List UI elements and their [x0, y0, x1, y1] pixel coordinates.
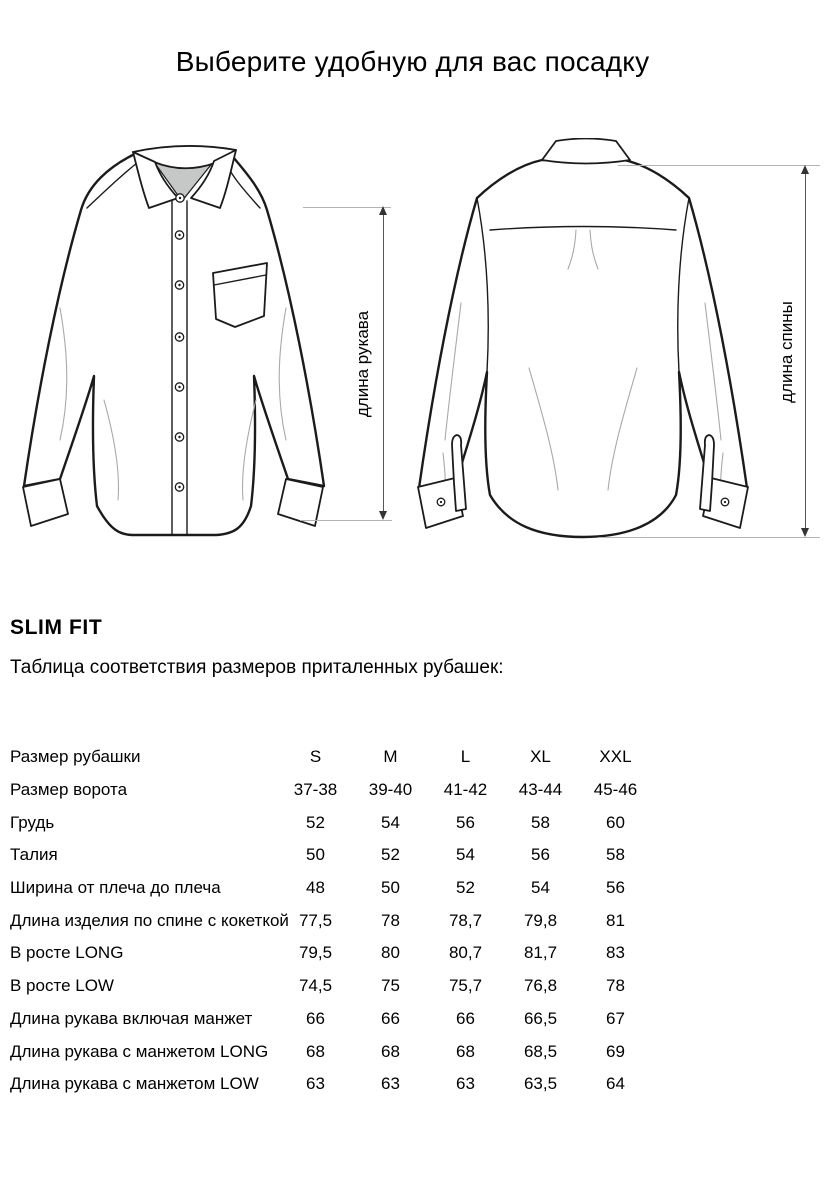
table-row-label: Ширина от плеча до плеча: [10, 878, 221, 898]
table-row-label: Грудь: [10, 812, 55, 832]
size-column-header: L: [460, 747, 471, 767]
table-cell: 66,5: [523, 1008, 558, 1028]
table-cell: 66: [456, 1008, 475, 1028]
table-cell: 45-46: [593, 780, 638, 800]
front-dim-extension-top: [303, 207, 391, 208]
front-dim-line: [383, 209, 384, 514]
table-cell: 78: [381, 910, 400, 930]
table-row-label: Длина изделия по спине с кокеткой: [10, 910, 289, 930]
table-cell: 52: [306, 812, 325, 832]
table-cell: 75: [381, 976, 400, 996]
table-cell: 54: [456, 845, 475, 865]
table-cell: 50: [306, 845, 325, 865]
table-row-label: Длина рукава с манжетом LOW: [10, 1074, 259, 1094]
table-cell: 80: [381, 943, 400, 963]
table-cell: 54: [531, 878, 550, 898]
shirt-back-icon: [405, 138, 765, 548]
table-cell: 52: [456, 878, 475, 898]
shirt-front-icon: [8, 138, 338, 538]
table-cell: 74,5: [298, 976, 333, 996]
size-column-header: XXL: [599, 747, 632, 767]
table-cell: 77,5: [298, 910, 333, 930]
table-cell: 78,7: [448, 910, 483, 930]
table-cell: 58: [531, 812, 550, 832]
table-cell: 63: [306, 1074, 325, 1094]
table-cell: 67: [606, 1008, 625, 1028]
table-cell: 83: [606, 943, 625, 963]
table-cell: 66: [381, 1008, 400, 1028]
table-cell: 66: [306, 1008, 325, 1028]
table-cell: 60: [606, 812, 625, 832]
back-dim-line: [805, 167, 806, 531]
table-cell: 63: [456, 1074, 475, 1094]
table-row-label: Длина рукава включая манжет: [10, 1008, 253, 1028]
table-cell: 43-44: [518, 780, 563, 800]
table-cell: 68,5: [523, 1041, 558, 1061]
table-cell: 68: [381, 1041, 400, 1061]
size-column-header: M: [383, 747, 398, 767]
table-cell: 41-42: [443, 780, 488, 800]
table-cell: 81: [606, 910, 625, 930]
table-cell: 63: [381, 1074, 400, 1094]
shirt-front-illustration: [8, 138, 338, 538]
table-cell: 54: [381, 812, 400, 832]
back-dim-label: длина спины: [777, 301, 796, 403]
table-cell: 48: [306, 878, 325, 898]
table-cell: 64: [606, 1074, 625, 1094]
table-cell: 56: [531, 845, 550, 865]
size-table: [10, 741, 658, 1101]
size-column-header: XL: [530, 747, 551, 767]
front-dim-arrow-up-icon: [379, 206, 387, 215]
table-cell: 37-38: [293, 780, 338, 800]
section-heading: SLIM FIT: [10, 616, 103, 639]
front-dim-extension-bottom: [300, 520, 392, 521]
size-table-header-label: Размер рубашки: [10, 747, 141, 767]
table-cell: 80,7: [448, 943, 483, 963]
page-title: Выберите удобную для вас посадку: [175, 46, 650, 77]
table-cell: 68: [456, 1041, 475, 1061]
table-cell: 81,7: [523, 943, 558, 963]
back-dim-arrow-down-icon: [801, 528, 809, 537]
table-cell: 76,8: [523, 976, 558, 996]
front-dim-label: длина рукава: [353, 310, 372, 418]
back-dim-arrow-up-icon: [801, 165, 809, 174]
table-cell: 56: [606, 878, 625, 898]
table-cell: 75,7: [448, 976, 483, 996]
table-row-label: Длина рукава с манжетом LONG: [10, 1041, 269, 1061]
table-row-label: В росте LONG: [10, 943, 124, 963]
table-cell: 68: [306, 1041, 325, 1061]
back-dim-extension-bottom: [598, 537, 820, 538]
back-dim-extension-top: [618, 165, 820, 166]
table-cell: 78: [606, 976, 625, 996]
table-row-label: В росте LOW: [10, 976, 114, 996]
table-cell: 39-40: [368, 780, 413, 800]
front-dim-arrow-down-icon: [379, 511, 387, 520]
shirt-back-illustration: [405, 138, 765, 548]
table-cell: 79,5: [298, 943, 333, 963]
table-cell: 63,5: [523, 1074, 558, 1094]
size-column-header: S: [309, 747, 322, 767]
section-subtitle: Таблица соответствия размеров приталенных рубашек:: [10, 657, 504, 678]
table-cell: 58: [606, 845, 625, 865]
table-cell: 69: [606, 1041, 625, 1061]
table-cell: 79,8: [523, 910, 558, 930]
table-row-label: Талия: [10, 845, 58, 865]
table-cell: 50: [381, 878, 400, 898]
table-cell: 56: [456, 812, 475, 832]
table-row-label: Размер ворота: [10, 780, 128, 800]
table-cell: 52: [381, 845, 400, 865]
